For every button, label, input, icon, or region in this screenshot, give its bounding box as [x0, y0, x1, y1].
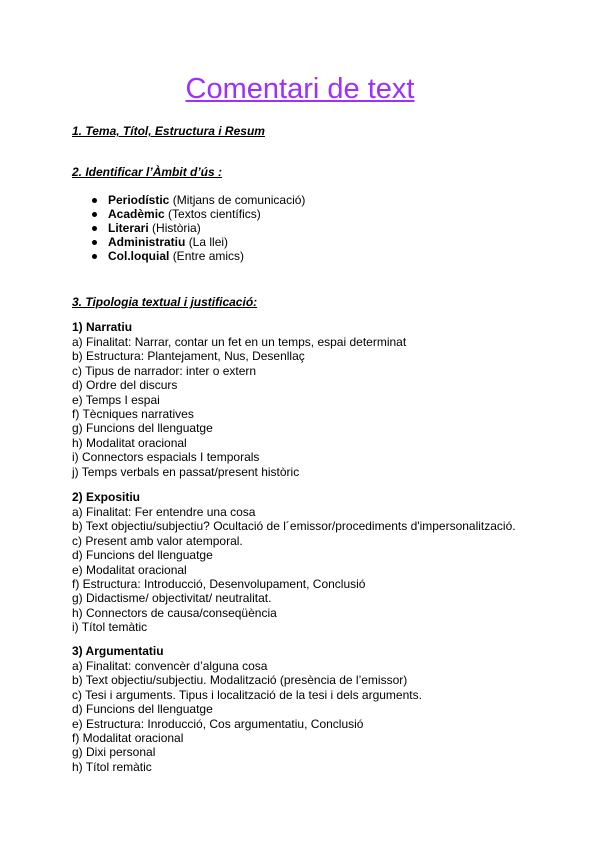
ambit-name: Periodístic [108, 193, 170, 207]
ambit-item [90, 249, 305, 263]
bullet-icon [92, 240, 97, 245]
type-heading: 1) Narratiu [72, 320, 133, 334]
type-item: f) Estructura: Introducció, Desenvolupament, Conclusió [72, 576, 366, 591]
type-item: f) Tècniques narratives [72, 406, 194, 421]
type-heading: 2) Expositiu [72, 490, 141, 504]
type-item: j) Temps verbals en passat/present històric [72, 464, 300, 479]
ambit-desc: (Mitjans de comunicació) [172, 193, 306, 207]
type-item: c) Tipus de narrador: inter o extern [72, 363, 257, 378]
type-item: h) Connectors de causa/conseqüència [72, 605, 277, 620]
type-heading: 3) Argumentatiu [72, 644, 164, 658]
bullet-icon [92, 226, 97, 231]
ambit-desc: (La llei) [188, 235, 229, 249]
type-item: a) Finalitat: Fer entendre una cosa [72, 505, 256, 519]
type-block-expositiu [72, 490, 572, 635]
bullet-icon [92, 254, 97, 259]
type-item: c) Tesi i arguments. Tipus i localització de la tesi i dels arguments. [72, 687, 422, 702]
ambit-item [90, 221, 305, 235]
type-item: h) Títol remàtic [72, 759, 152, 774]
type-item: d) Funcions del llenguatge [72, 702, 213, 717]
type-item: b) Estructura: Plantejament, Nus, Desenllaç [72, 349, 305, 364]
type-item: b) Text objectiu/subjectiu. Modalització (presència de l’emissor) [72, 673, 408, 688]
type-block-argumentatiu [72, 644, 572, 774]
ambit-list [90, 193, 305, 263]
ambit-desc: (Textos científics) [168, 207, 261, 221]
type-item: a) Finalitat: convencèr d’alguna cosa [72, 659, 268, 673]
ambit-name: Col.loquial [108, 249, 170, 263]
type-item: f) Modalitat oracional [72, 730, 184, 745]
ambit-item [90, 235, 305, 249]
type-item: h) Modalitat oracional [72, 435, 187, 450]
ambit-item [90, 207, 305, 221]
type-item: e) Temps I espai [72, 392, 160, 407]
type-item: a) Finalitat: Narrar, contar un fet en un temps, espai determinat [72, 335, 407, 349]
section-heading-tema: 1. Tema, Títol, Estructura i Resum [72, 124, 265, 138]
type-item: i) Títol temàtic [72, 620, 148, 635]
type-item: c) Present amb valor atemporal. [72, 533, 243, 548]
ambit-name: Administratiu [108, 235, 186, 249]
ambit-desc: (Entre amics) [172, 249, 245, 263]
type-item: d) Ordre del discurs [72, 378, 178, 393]
bullet-icon [92, 212, 97, 217]
type-item: g) Funcions del llenguatge [72, 421, 213, 436]
document-title: Comentari de text [185, 73, 415, 105]
type-item: b) Text objectiu/subjectiu? Ocultació de l´emissor/procediments d'impersonalització. [72, 519, 516, 534]
section-heading-tipologia: 3. Tipologia textual i justificació: [72, 295, 258, 309]
type-item: e) Modalitat oracional [72, 562, 187, 577]
ambit-item [90, 193, 305, 207]
type-item: e) Estructura: Inroducció, Cos argumentatiu, Conclusió [72, 716, 364, 731]
bullet-icon [92, 198, 97, 203]
type-item: g) Didactisme/ objectivitat/ neutralitat. [72, 591, 272, 606]
type-block-narratiu [72, 320, 572, 479]
ambit-name: Acadèmic [108, 207, 165, 221]
ambit-name: Literari [108, 221, 149, 235]
type-item: i) Connectors espacials I temporals [72, 450, 260, 465]
section-heading-ambit: 2. Identificar l’Àmbit d’ús : [72, 165, 223, 179]
type-item: g) Dixi personal [72, 745, 156, 760]
type-item: d) Funcions del llenguatge [72, 548, 213, 563]
ambit-desc: (Història) [152, 221, 201, 235]
